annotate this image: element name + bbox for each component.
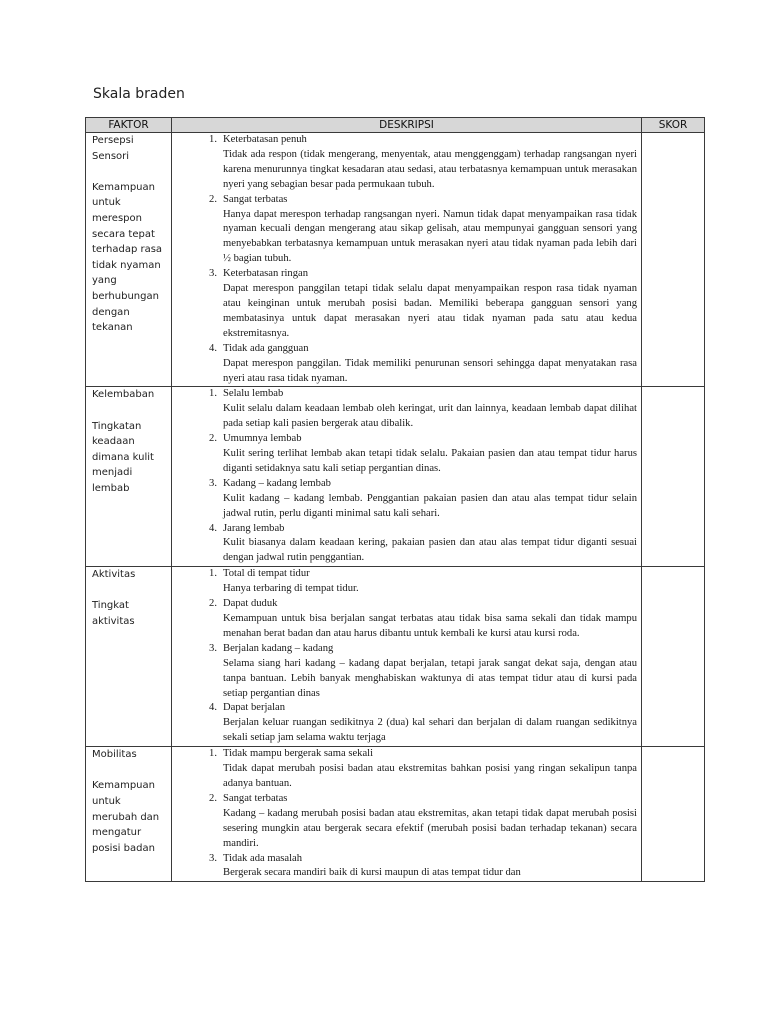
option-title: Sangat terbatas bbox=[223, 193, 288, 205]
header-deskripsi: DESKRIPSI bbox=[172, 118, 642, 133]
faktor-description: Kemampuan untuk merubah dan mengatur posisi badan bbox=[92, 780, 160, 854]
table-header-row bbox=[86, 118, 705, 133]
option-title: Kadang – kadang lembab bbox=[223, 477, 331, 489]
table-row bbox=[86, 747, 705, 882]
option-description: Kulit selalu dalam keadaan lembab oleh keringat, urit dan lainnya, keadaan lembab dapat dilihat pada setiap kali pasien bergerak atau dibalik. bbox=[223, 403, 637, 430]
deskripsi-cell bbox=[172, 133, 642, 387]
option-title: Tidak mampu bergerak sama sekali bbox=[223, 748, 374, 760]
option-title: Berjalan kadang – kadang bbox=[223, 642, 334, 654]
deskripsi-cell bbox=[172, 567, 642, 747]
option-title: Dapat duduk bbox=[223, 598, 278, 610]
option-description: Kemampuan untuk bisa berjalan sangat terbatas atau tidak bisa sama sekali dan tidak mampu menahan berat badan dan atau harus dibantu untuk kembali ke kursi atau kursi roda. bbox=[223, 613, 637, 639]
skor-cell bbox=[642, 387, 705, 567]
option-number: 3. bbox=[209, 852, 217, 864]
option-title: Umumnya lembab bbox=[223, 433, 302, 445]
option-title: Sangat terbatas bbox=[223, 792, 288, 804]
faktor-cell bbox=[86, 387, 172, 567]
list-item bbox=[172, 567, 637, 597]
list-item bbox=[172, 387, 637, 432]
option-description: Selama siang hari kadang – kadang dapat berjalan, tetapi jarak sangat dekat saja, dengan atau tanpa bantuan. Lebih banyak menghabiskan waktunya di atas tempat tidur atau di kursi pada setiap pergantian dinas bbox=[223, 657, 637, 699]
braden-scale-table bbox=[85, 117, 705, 882]
option-title: Dapat berjalan bbox=[223, 702, 286, 714]
list-item bbox=[172, 133, 637, 193]
document-title: Skala braden bbox=[93, 86, 185, 102]
deskripsi-cell bbox=[172, 387, 642, 567]
faktor-name: Aktivitas bbox=[92, 569, 136, 581]
option-number: 1. bbox=[209, 134, 217, 145]
option-description: Berjalan keluar ruangan sedikitnya 2 (dua) kal sehari dan berjalan di dalam ruangan sedikitnya sekali setiap jam selama waktu terjaga bbox=[223, 717, 637, 744]
faktor-description: Kemampuan untuk merespon secara tepat terhadap rasa tidak nyaman yang berhubungan dengan tekanan bbox=[92, 181, 163, 334]
option-number: 2. bbox=[209, 792, 217, 804]
option-number: 4. bbox=[209, 522, 217, 534]
faktor-cell bbox=[86, 567, 172, 747]
option-description: Kulit sering terlihat lembab akan tetapi tidak selalu. Pakaian pasien dan atau tempat tidur harus diganti setidaknya satu kali setiap pergantian dinas. bbox=[223, 448, 637, 474]
option-title: Keterbatasan ringan bbox=[223, 268, 309, 280]
skor-cell bbox=[642, 747, 705, 882]
deskripsi-cell bbox=[172, 747, 642, 882]
option-number: 4. bbox=[209, 342, 217, 354]
table-row bbox=[86, 567, 705, 747]
list-item bbox=[172, 642, 637, 702]
option-number: 2. bbox=[209, 598, 217, 610]
list-item bbox=[172, 852, 637, 882]
faktor-description: Tingkat aktivitas bbox=[92, 600, 135, 628]
option-description: Hanya dapat merespon terhadap rangsangan nyeri. Namun tidak dapat menyampaikan rasa tidak nyaman kecuali dengan mengerang atau sikap gelisah, atau mempunyai gangguan sensori yang menyebabkan terbatasnya kemampuan untuk merasakan nyeri atau tidak nyaman pada lebih dari ½ bagian tubuh. bbox=[223, 208, 637, 265]
faktor-description: Tingkatan keadaan dimana kulit menjadi lembab bbox=[92, 420, 154, 494]
option-number: 3. bbox=[209, 642, 217, 654]
list-item bbox=[172, 792, 637, 852]
option-number: 4. bbox=[209, 702, 217, 714]
option-number: 1. bbox=[209, 388, 217, 400]
list-item bbox=[172, 477, 637, 522]
option-title: Tidak ada gangguan bbox=[223, 342, 309, 354]
skor-cell bbox=[642, 567, 705, 747]
option-number: 3. bbox=[209, 268, 217, 280]
option-description: Hanya terbaring di tempat tidur. bbox=[223, 583, 359, 595]
option-title: Keterbatasan penuh bbox=[223, 134, 307, 145]
option-title: Total di tempat tidur bbox=[223, 568, 310, 580]
option-description: Tidak ada respon (tidak mengerang, menyentak, atau menggenggam) terhadap rangsangan nyeri karena menurunnya tingkat kesadaran atau sedasi, atau terbatasnya kemampuan untuk merasakan nyeri yang sebagian besar pada permukaan tubuh. bbox=[223, 148, 637, 190]
list-item bbox=[172, 701, 637, 746]
header-skor: SKOR bbox=[642, 118, 705, 133]
option-description: Dapat merespon panggilan. Tidak memiliki penurunan sensori sehingga dapat menyatakan rasa nyeri atau rasa tidak nyaman. bbox=[223, 357, 637, 384]
faktor-name: Persepsi Sensori bbox=[92, 135, 134, 162]
option-description: Bergerak secara mandiri baik di kursi maupun di atas tempat tidur dan bbox=[223, 867, 521, 879]
table-row bbox=[86, 387, 705, 567]
option-description: Tidak dapat merubah posisi badan atau ekstremitas bahkan posisi yang ringan sekalipun tanpa adanya bantuan. bbox=[223, 763, 637, 789]
list-item bbox=[172, 522, 637, 567]
option-title: Selalu lembab bbox=[223, 388, 284, 400]
faktor-name: Mobilitas bbox=[92, 749, 137, 761]
option-number: 2. bbox=[209, 193, 217, 205]
faktor-cell bbox=[86, 747, 172, 882]
skor-cell bbox=[642, 133, 705, 387]
list-item bbox=[172, 267, 637, 342]
table-row bbox=[86, 133, 705, 387]
faktor-name: Kelembaban bbox=[92, 389, 155, 401]
option-description: Kulit kadang – kadang lembab. Penggantian pakaian pasien dan atau alas tempat tidur selain jadwal rutin, perlu diganti minimal satu kali sehari. bbox=[223, 492, 637, 519]
option-title: Tidak ada masalah bbox=[223, 852, 303, 864]
list-item bbox=[172, 342, 637, 387]
header-faktor: FAKTOR bbox=[86, 118, 172, 133]
option-number: 1. bbox=[209, 568, 217, 580]
faktor-cell bbox=[86, 133, 172, 387]
list-item bbox=[172, 597, 637, 642]
list-item bbox=[172, 193, 637, 268]
option-description: Kadang – kadang merubah posisi badan atau ekstremitas, akan tetapi tidak dapat merubah posisi sesering mungkin atau bergerak secara efektif (merubah posisi badan terhadap tekanan) secara mandiri. bbox=[223, 807, 637, 849]
option-description: Dapat merespon panggilan tetapi tidak selalu dapat menyampaikan respon rasa tidak nyaman atau keinginan untuk merubah posisi badan. Memiliki beberapa gangguan sensori yang membatasinya untuk dapat merasakan nyeri atau tidak nyaman pada satu atau kedua ekstremitasnya. bbox=[223, 283, 637, 339]
option-number: 1. bbox=[209, 748, 217, 760]
option-number: 3. bbox=[209, 477, 217, 489]
option-number: 2. bbox=[209, 433, 217, 445]
list-item bbox=[172, 432, 637, 477]
list-item bbox=[172, 747, 637, 792]
option-description: Kulit biasanya dalam keadaan kering, pakaian pasien dan atau alas tempat tidur diganti sesuai dengan jadwal rutin penggantian. bbox=[223, 537, 637, 564]
option-title: Jarang lembab bbox=[223, 522, 285, 534]
